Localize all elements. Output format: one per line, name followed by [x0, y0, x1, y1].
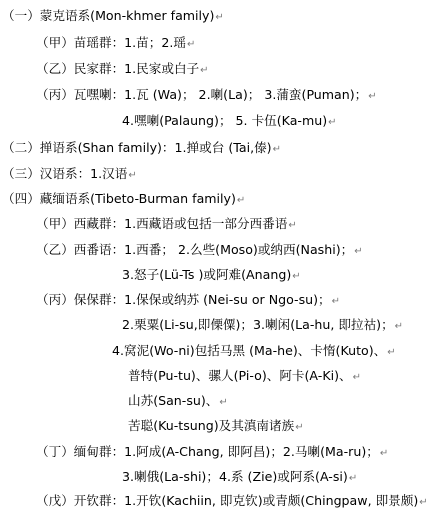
- heading-han-family: [2, 164, 137, 184]
- group-baobao-continuation-4: [128, 391, 228, 411]
- paragraph-mark-icon: ↵: [354, 246, 363, 257]
- paragraph-mark-icon: ↵: [128, 170, 137, 181]
- group-baobao-continuation-3: [128, 366, 361, 386]
- line-text: 山苏(San-su)、: [128, 393, 219, 408]
- line-text: （甲）西藏群：1.西藏语或包括一部分西番语: [36, 216, 288, 231]
- paragraph-mark-icon: ↵: [331, 296, 341, 307]
- group-tibetan: [36, 214, 297, 234]
- group-baobao: [36, 290, 340, 310]
- line-text: （戊）开钦群：1.开钦(Kachiin, 即克钦)或青颇(Chingpaw, 即景颇): [36, 493, 419, 508]
- group-xifan: [36, 240, 363, 260]
- line-text: （丙）瓦嘿喇：1.瓦 (Wa)； 2.喇(La)； 3.蒲蛮(Puman)；: [36, 87, 368, 102]
- group-burmese: [36, 442, 388, 462]
- group-miao-yao: [36, 33, 195, 53]
- paragraph-mark-icon: ↵: [352, 372, 361, 383]
- line-text: 3.怒子(Lü-Ts )或阿难(Anang): [122, 267, 292, 282]
- paragraph-mark-icon: ↵: [200, 65, 209, 76]
- group-wa-hei-la-continuation: [122, 111, 337, 131]
- line-text: （乙）西番语：1.西番； 2.么些(Moso)或纳西(Nashi)；: [36, 242, 354, 257]
- heading-shan-family: [2, 138, 281, 158]
- line-text: 4.嘿喇(Palaung)； 5. 卡伍(Ka-mu): [122, 113, 328, 128]
- line-text: （乙）民家群：1.民家或白子: [36, 61, 200, 76]
- line-text: （丁）缅甸群：1.阿成(A-Chang, 即阿昌)；2.马喇(Ma-ru)；: [36, 444, 379, 459]
- group-wa-hei-la: [36, 85, 377, 105]
- paragraph-mark-icon: ↵: [328, 117, 337, 128]
- paragraph-mark-icon: ↵: [215, 12, 224, 23]
- line-text: （丙）保保群：1.保保或纳苏 (Nei-su or Ngo-su)；: [36, 292, 331, 307]
- line-text: 4.窝泥(Wo-ni)包括马黑 (Ma-he)、卡惰(Kuto)、: [112, 343, 387, 358]
- line-text: （三）汉语系：1.汉语: [2, 166, 128, 181]
- group-baobao-continuation-2: [112, 341, 396, 361]
- paragraph-mark-icon: ↵: [348, 473, 358, 484]
- line-text: 苦聪(Ku-tsung)及其滇南诸族: [128, 418, 295, 433]
- line-text: 普特(Pu-tu)、骡人(Pi-o)、阿卡(A-Ki)、: [128, 368, 352, 383]
- paragraph-mark-icon: ↵: [186, 39, 196, 50]
- group-minjia: [36, 59, 209, 79]
- line-text: 2.栗粟(Li-su,即傈僳)；3.喇闲(La-hu, 即拉祜)；: [122, 317, 394, 332]
- paragraph-mark-icon: ↵: [387, 347, 396, 358]
- paragraph-mark-icon: ↵: [379, 448, 389, 459]
- line-text: 3.喇俄(La-shi)；4.系 (Zie)或阿系(A-si): [122, 469, 348, 484]
- paragraph-mark-icon: ↵: [295, 422, 304, 433]
- paragraph-mark-icon: ↵: [288, 220, 297, 231]
- group-xifan-continuation: [122, 265, 301, 285]
- group-baobao-continuation-1: [122, 315, 403, 335]
- group-kachin: [36, 491, 428, 511]
- heading-mon-khmer-family: [2, 6, 224, 26]
- paragraph-mark-icon: ↵: [272, 144, 281, 155]
- line-text: （二）掸语系(Shan family)：1.掸或台 (Tai,傣): [2, 140, 272, 155]
- line-text: （四）藏缅语系(Tibeto-Burman family): [2, 191, 236, 206]
- paragraph-mark-icon: ↵: [236, 195, 246, 206]
- line-text: （甲）苗瑶群：1.苗；2.瑶: [36, 35, 186, 50]
- paragraph-mark-icon: ↵: [368, 91, 377, 102]
- group-baobao-continuation-5: [128, 416, 304, 436]
- paragraph-mark-icon: ↵: [292, 271, 301, 282]
- paragraph-mark-icon: ↵: [219, 397, 228, 408]
- line-text: （一）蒙克语系(Mon-khmer family): [2, 8, 215, 23]
- group-burmese-continuation: [122, 467, 357, 487]
- heading-tibeto-burman-family: [2, 189, 245, 209]
- paragraph-mark-icon: ↵: [394, 321, 404, 332]
- paragraph-mark-icon: ↵: [419, 497, 428, 508]
